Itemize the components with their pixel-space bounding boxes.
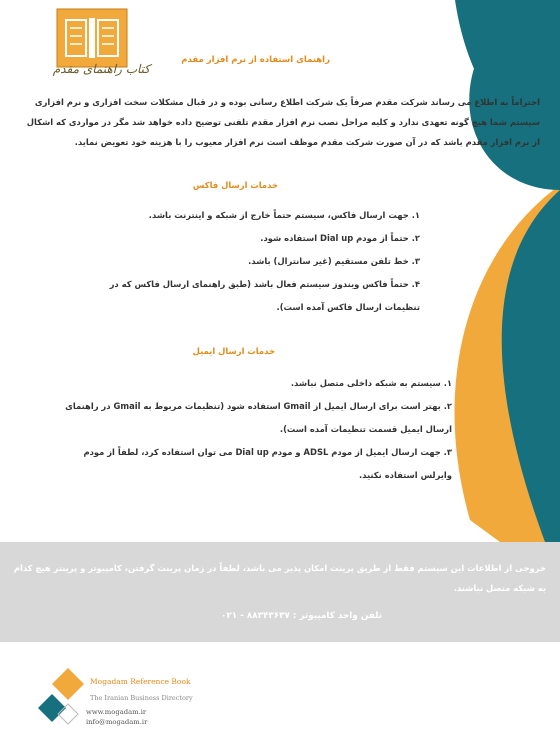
brand-subtitle: The Iranian Business Directory: [90, 694, 193, 702]
fax-instructions-list: [90, 204, 420, 319]
brand-block: [90, 677, 193, 702]
email-section-heading: خدمات ارسال ایمیل: [192, 346, 275, 356]
email-instructions-list: [52, 372, 452, 487]
intro-paragraph: احتراماً به اطلاع می رساند شرکت مقدم صرفاً یک شرکت اطلاع رسانی بوده و در قبال مشکلات سخت افزاری و نرم افزاری سیستم شما هیچ گونه تعهدی ندارد و کلیه مراحل نصب نرم افزار مقدم تلفنی توضیح داده خواهد شد مگر در مواردی که اشکال از نرم افزار مقدم باشد که در آن صورت شرکت مقدم موظف است نرم افزار معیوب را با هزینه خود تعویض نماید.: [26, 97, 540, 147]
list-item: ۱. سیستم به شبکه داخلی متصل نباشد.: [290, 378, 452, 388]
list-item: ۲. حتماً از مودم Dial up استفاده شود.: [260, 233, 420, 243]
list-item: ۲. بهتر است برای ارسال ایمیل از Gmail استفاده شود (تنظیمات مربوط به Gmail در راهنمای ارسال ایمیل قسمت تنظیمات آمده است).: [65, 401, 452, 434]
footer-note: خروجی از اطلاعات این سیستم فقط از طریق پرینت امکان پذیر می باشد، لطفاً در زمان پرینت گرفتن، کامپیوتر و پرینتر هیچ کدام به شبکه متصل نباشند.: [13, 563, 546, 593]
brand-name: Mogadam Reference Book: [90, 677, 191, 686]
website-link[interactable]: www.mogadam.ir: [86, 708, 147, 716]
list-item: ۱. جهت ارسال فاکس، سیستم حتماً خارج از شبکه و اینترنت باشد.: [148, 210, 420, 220]
computer-unit-phone: تلفن واحد کامپیوتر : ۸۸۳۴۳۶۳۷ - ۰۲۱: [220, 611, 382, 621]
fax-section-heading: خدمات ارسال فاکس: [192, 180, 278, 190]
list-item: ۴. حتماً فاکس ویندوز سیستم فعال باشد (طبق راهنمای ارسال فاکس که در تنظیمات ارسال فاکس آمده است).: [109, 279, 420, 312]
email-link[interactable]: info@mogadam.ir: [86, 718, 148, 726]
logo-script-text: کتاب راهنمای مقدم: [52, 62, 150, 76]
list-item: ۳. خط تلفن مستقیم (غیر سانترال) باشد.: [248, 256, 420, 266]
list-item: ۳. جهت ارسال ایمیل از مودم ADSL و مودم Dial up می توان استفاده کرد، لطفاً از مودم وایرلس استفاده نکنید.: [83, 447, 452, 480]
brand-diamond-icon: [38, 668, 88, 726]
brand-contacts: [86, 707, 147, 727]
document-title: راهنمای استفاده از نرم افزار مقدم: [181, 55, 330, 65]
